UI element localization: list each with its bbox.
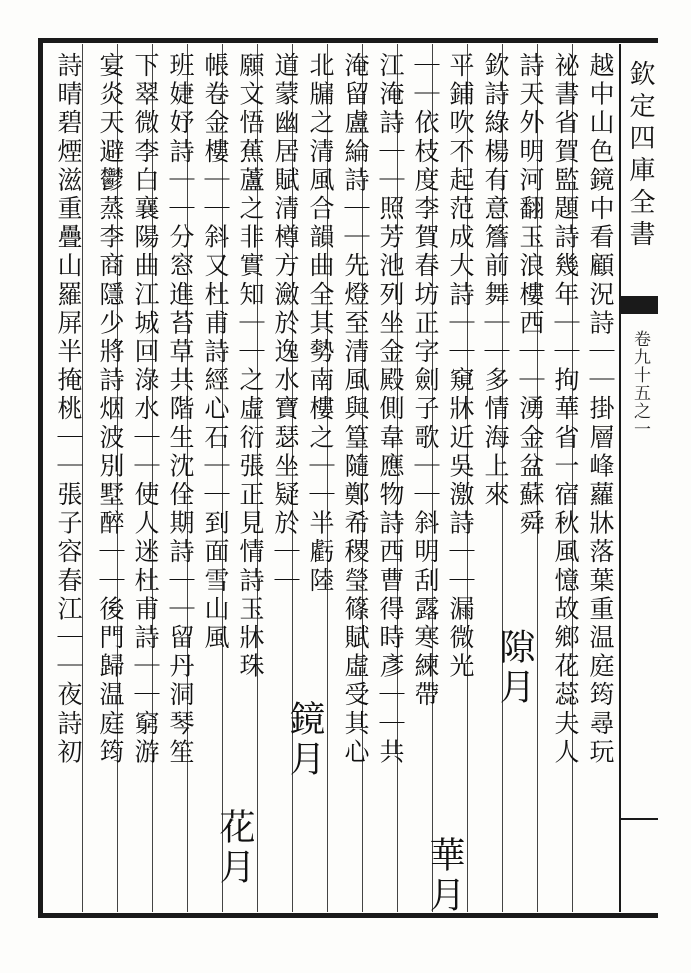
text-column-1: 越中山色鏡中看顧況詩｜｜掛層峰蘿牀落葉重温庭筠尋玩 bbox=[586, 52, 615, 767]
headword-xi-yue: 隙月 bbox=[494, 628, 535, 708]
text-column-16: 詩晴碧煙滋重疊山羅屏半掩桃｜｜張子容春江｜｜夜詩初 bbox=[54, 52, 83, 767]
text-column-2: 祕書省賀監題詩幾年｜｜拘華省一宿秋風憶故鄉花蕊夫人 bbox=[551, 52, 580, 767]
text-column-5: 平鋪吹不起范成大詩｜｜窺牀近吳激詩｜｜漏微光 bbox=[446, 52, 475, 682]
text-column-14: 下翠微李白襄陽曲江城回淥水｜｜使人迷杜甫詩｜｜窮游 bbox=[131, 52, 160, 767]
text-column-7: 江淹詩｜｜照芳池列坐金殿側韋應物詩西曹得時彥｜｜共 bbox=[376, 52, 405, 767]
text-column-9: 北牖之清風合韻曲全其勢南樓之｜｜半虧陸 bbox=[306, 52, 335, 596]
text-column-15: 宴炎天避鬱蒸李商隱少將詩烟波別墅醉｜｜後門歸温庭筠 bbox=[96, 52, 125, 767]
text-column-3: 詩天外明河翻玉浪樓西｜｜湧金盆蘇舜 bbox=[516, 52, 545, 539]
headword-hua-yue: 華月 bbox=[424, 836, 465, 916]
text-column-10: 道蒙幽居賦清樽方瀲於逸水寶瑟坐疑於｜｜ bbox=[271, 52, 300, 596]
volume-label: 卷九十五之一 bbox=[630, 330, 650, 438]
text-column-12: 帳卷金樓｜｜斜又杜甫詩經心石｜｜到面雪山風 bbox=[201, 52, 230, 653]
text-column-11: 願文悟蕉蘆之非實知｜｜之虛衍張正見情詩玉牀珠 bbox=[236, 52, 265, 682]
fold-line-bottom bbox=[619, 818, 658, 820]
book-title: 欽定四庫全書 bbox=[625, 60, 655, 252]
headword-hua-yue-2: 花月 bbox=[214, 808, 255, 888]
text-column-6: ｜｜依枝度李賀春坊正字劍子歌｜｜斜明刮露寒練帶 bbox=[411, 52, 440, 710]
text-column-8: 淹留盧綸詩｜｜先燈至清風與篁隨鄭希稷瑩篠賦虛受其心 bbox=[341, 52, 370, 767]
text-column-13: 班婕妤詩｜｜分窓進苔草共階生沈佺期詩｜｜留丹洞琴笙 bbox=[166, 52, 195, 767]
headword-jing-yue: 鏡月 bbox=[284, 700, 325, 780]
text-column-4: 欽詩綠楊有意簷前舞｜｜多情海上來 bbox=[481, 52, 510, 510]
fishtail-mark bbox=[619, 296, 658, 314]
